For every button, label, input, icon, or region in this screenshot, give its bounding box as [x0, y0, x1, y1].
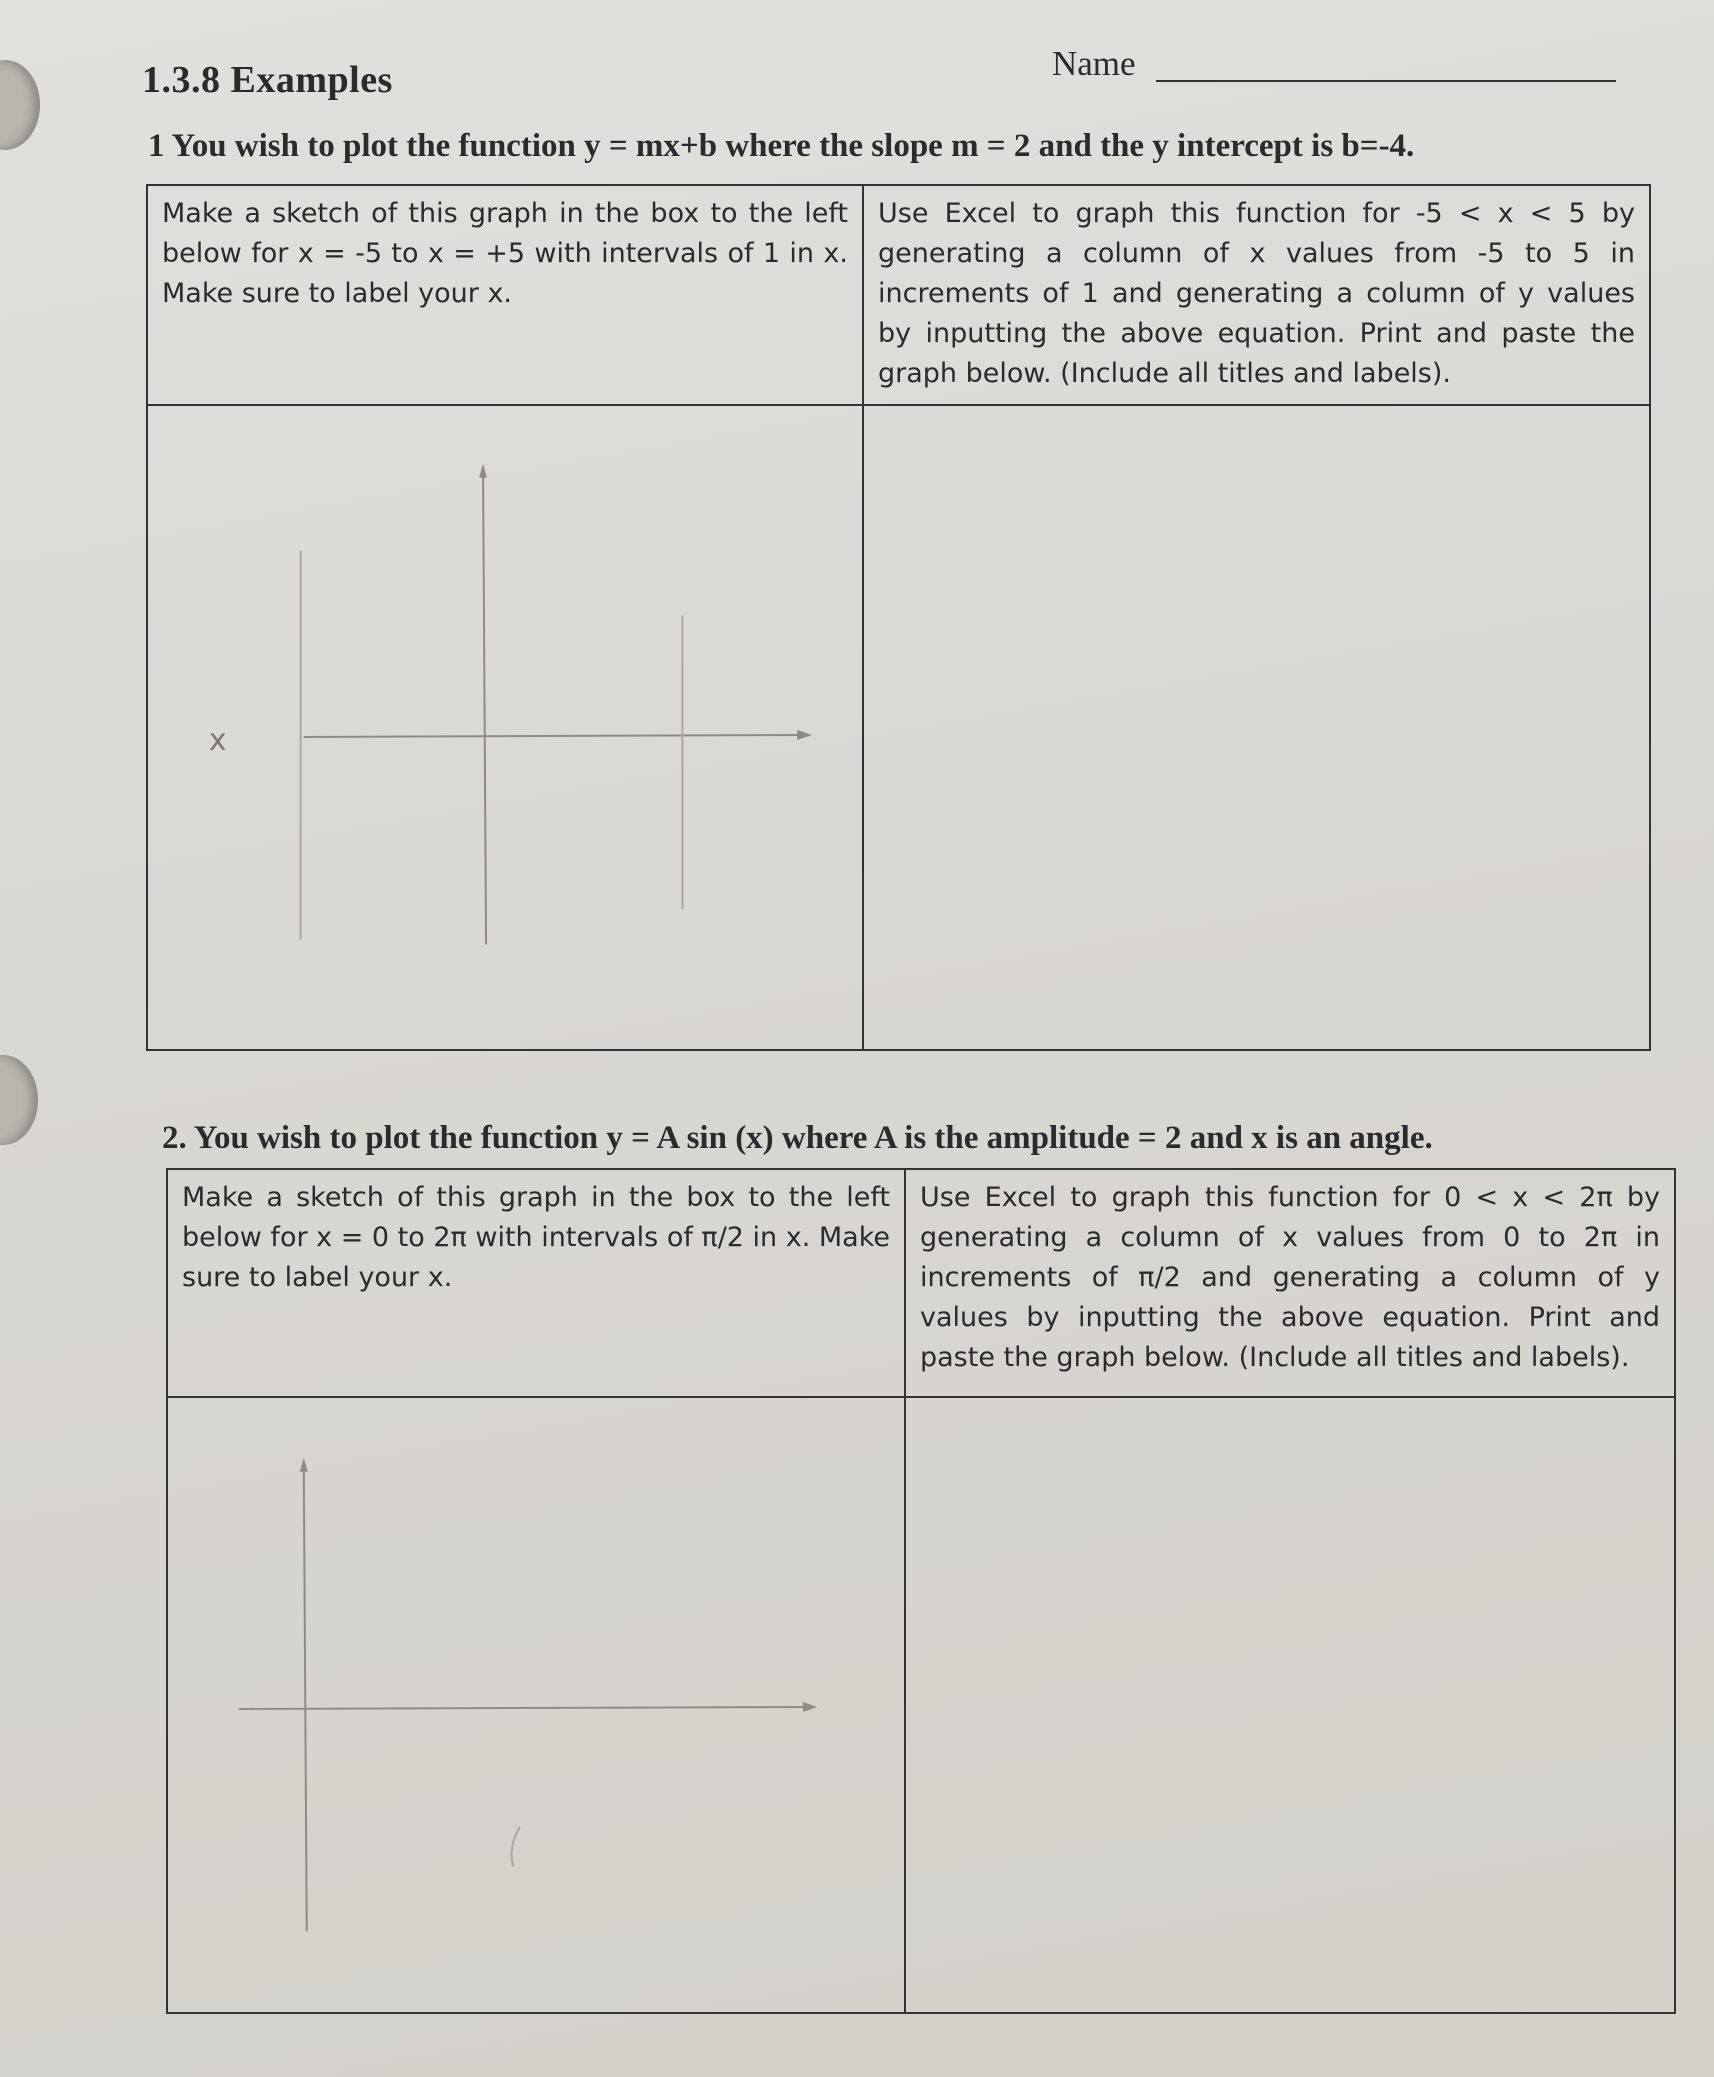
question-2-sketch-area[interactable]	[168, 1398, 906, 2012]
binder-hole	[0, 1055, 38, 1145]
name-field[interactable]	[1156, 80, 1616, 82]
binder-hole	[0, 60, 40, 150]
x-axis-arrow	[797, 730, 812, 740]
question-1-table	[146, 184, 1651, 1051]
name-label: Name	[1052, 44, 1136, 83]
sketch-x-label: x	[208, 722, 227, 758]
question-2-prompt: 2. You wish to plot the function y = A sin (x) where A is the amplitude = 2 and x is an angle.	[162, 1120, 1433, 1156]
x-axis-line	[239, 1707, 812, 1709]
question-2-hand-drawn-axes	[168, 1398, 904, 2012]
question-1-graph-paste-area[interactable]	[864, 406, 1649, 1049]
question-2-graph-paste-area[interactable]	[906, 1398, 1674, 2012]
y-axis-line	[483, 474, 486, 945]
worksheet-title: 1.3.8 Examples	[142, 59, 393, 101]
y-axis-arrow	[479, 464, 487, 478]
pencil-mark	[512, 1827, 520, 1867]
question-2-sketch-instructions: Make a sketch of this graph in the box to the left below for x = 0 to 2π with intervals of π/2 in x. Make sure to label your x.	[168, 1170, 906, 1398]
question-1-hand-drawn-axes	[148, 406, 862, 1049]
question-1-sketch-instructions: Make a sketch of this graph in the box to the left below for x = -5 to x = +5 with intervals of 1 in x. Make sure to label your x.	[148, 186, 864, 406]
question-2-excel-instructions: Use Excel to graph this function for 0 < x < 2π by generating a column of x values from 0 to 2π in increments of π/2 and generating a column of y values by inputting the above equation. Print and paste the graph below. (Include all titles and labels).	[906, 1170, 1674, 1398]
x-axis-arrow	[803, 1702, 817, 1712]
question-2-table	[166, 1168, 1676, 2014]
y-axis-arrow	[300, 1458, 308, 1472]
question-1-excel-instructions: Use Excel to graph this function for -5 < x < 5 by generating a column of x values from -5 to 5 in increments of 1 and generating a column of y values by inputting the above equation. Print and paste the graph below. (Include all titles and labels).	[864, 186, 1649, 406]
question-1-prompt: 1 You wish to plot the function y = mx+b where the slope m = 2 and the y intercept is b=-4.	[148, 128, 1415, 164]
y-axis-line	[304, 1468, 307, 1931]
question-1-sketch-area[interactable]	[148, 406, 864, 1049]
x-axis-line	[304, 735, 807, 737]
